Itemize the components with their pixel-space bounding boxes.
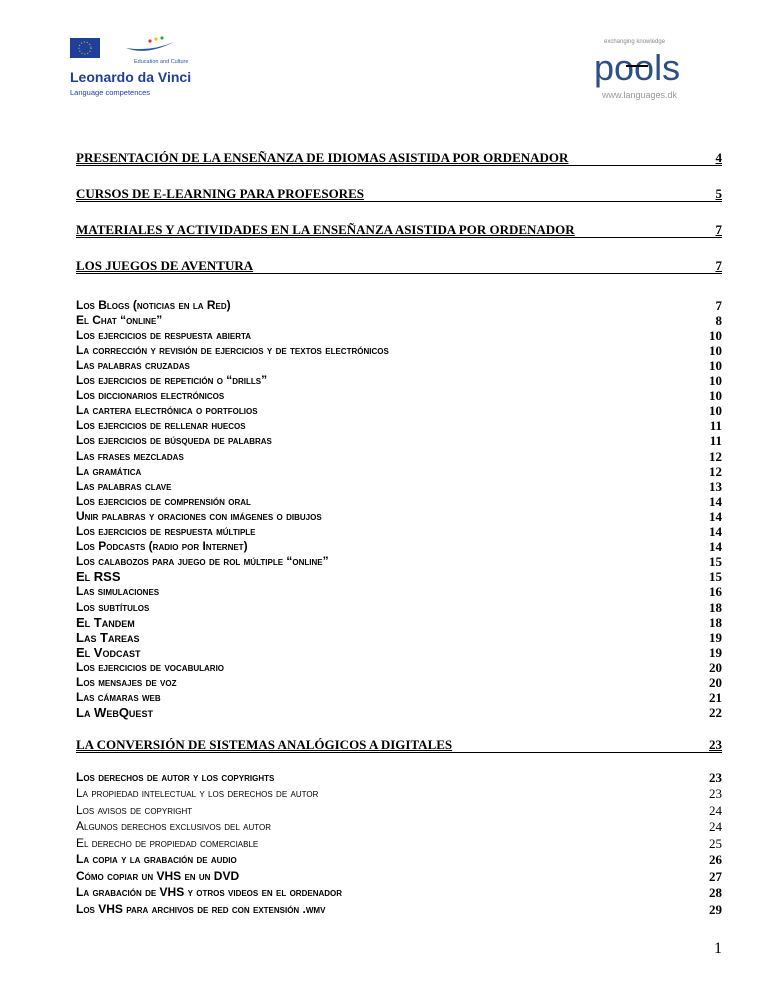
toc-entry-title: Las cámaras web [76, 690, 161, 705]
toc-entry[interactable] [76, 615, 722, 629]
toc-entry-page: 13 [709, 478, 722, 494]
toc-entry[interactable] [76, 343, 722, 357]
toc-entry-page: 12 [709, 448, 722, 464]
toc-entry-title: La gramática [76, 463, 142, 478]
toc-entry[interactable] [76, 404, 722, 418]
toc-entry[interactable] [76, 770, 722, 784]
toc-entry[interactable] [76, 449, 722, 463]
toc-heading[interactable] [76, 220, 722, 238]
toc-entry[interactable] [76, 600, 722, 614]
toc-entry-page: 18 [709, 614, 722, 630]
toc-entry-title: Los Blogs (noticias en la Red) [76, 297, 231, 312]
toc-entry-title: Los ejercicios de respuesta abierta [76, 327, 252, 342]
toc-entry-page: 7 [715, 297, 722, 313]
toc-entry[interactable] [76, 434, 722, 448]
svg-text:Language competences: Language competences [70, 88, 151, 97]
toc-entry-title: Los ejercicios de comprensión oral [76, 493, 251, 508]
toc-entry-title: Los subtítulos [76, 599, 150, 614]
toc-entry-title: Los VHS para archivos de red con extensión .wmv [76, 901, 326, 916]
toc-entry[interactable] [76, 298, 722, 312]
toc-entry-page: 10 [709, 403, 722, 419]
toc-entry[interactable] [76, 676, 722, 690]
toc-entry-title: El RSS [76, 569, 121, 585]
toc-entry-page: 20 [709, 675, 722, 690]
toc-entry-title: Los ejercicios de vocabulario [76, 659, 225, 674]
svg-text:Leonardo da Vinci: Leonardo da Vinci [70, 69, 192, 85]
toc-entry[interactable] [76, 902, 722, 916]
toc-entry-page: 20 [709, 659, 722, 675]
toc-entry[interactable] [76, 479, 722, 493]
toc-entry[interactable] [76, 691, 722, 705]
toc-entry[interactable] [76, 555, 722, 569]
toc-entry-title: La corrección y revisión de ejercicios y de textos electrónicos [76, 342, 389, 357]
toc-entry-page: 19 [709, 644, 722, 660]
svg-text:pools: pools [594, 47, 681, 88]
toc-entry-title: La copia y la grabación de audio [76, 852, 237, 866]
toc-entry-title: Cómo copiar un VHS en un DVD [76, 868, 240, 883]
toc-entry-title: PRESENTACIÓN DE LA ENSEÑANZA DE IDIOMAS ASISTIDA POR ORDENADOR [76, 150, 569, 165]
toc-entry[interactable] [76, 836, 722, 850]
toc-entry-page: 19 [709, 629, 722, 645]
toc-entry-title: Las simulaciones [76, 584, 160, 599]
toc-entry-page: 10 [709, 357, 722, 373]
toc-entry[interactable] [76, 464, 722, 478]
toc-entry-page: 11 [709, 433, 722, 449]
toc-entry-page: 8 [715, 312, 722, 328]
toc-entry-page: 22 [709, 705, 722, 721]
toc-entry-title: MATERIALES Y ACTIVIDADES EN LA ENSEÑANZA ASISTIDA POR ORDENADOR [76, 222, 575, 237]
toc-entry-page: 10 [709, 327, 722, 343]
toc-entry-page: 7 [715, 258, 722, 273]
toc-entry[interactable] [76, 540, 722, 554]
toc-entry-title: Los ejercicios de repetición o “drills” [76, 373, 268, 387]
toc-entry-title: La grabación de VHS y otros videos en el ordenador [76, 885, 343, 899]
toc-entry-page: 26 [709, 852, 722, 867]
toc-entry[interactable] [76, 886, 722, 900]
toc-entry-page: 18 [709, 599, 722, 615]
toc-entry-page: 12 [709, 463, 722, 479]
toc-entry-title: El Vodcast [76, 644, 141, 660]
toc-entry-page: 28 [709, 885, 722, 900]
toc-entry[interactable] [76, 328, 722, 342]
toc-entry-page: 27 [709, 868, 722, 884]
toc-entry[interactable] [76, 389, 722, 403]
toc-entry-page: 23 [709, 769, 722, 785]
toc-entry-title: Las palabras cruzadas [76, 357, 190, 372]
toc-entry-title: LOS JUEGOS DE AVENTURA [76, 258, 254, 273]
toc-entry-title: Las palabras clave [76, 478, 172, 493]
toc-entry-page: 14 [709, 493, 722, 509]
toc-entry-title: LA CONVERSIÓN DE SISTEMAS ANALÓGICOS A DIGITALES [76, 737, 453, 752]
svg-text:exchanging knowledge: exchanging knowledge [604, 39, 666, 45]
toc-entry-title: Las frases mezcladas [76, 448, 184, 463]
toc-entry-title: CURSOS DE E-LEARNING PARA PROFESORES [76, 186, 364, 201]
toc-entry[interactable] [76, 570, 722, 584]
toc-entry-title: Unir palabras y oraciones con imágenes o dibujos [76, 508, 322, 523]
toc-entry-title: Los diccionarios electrónicos [76, 388, 225, 403]
toc-entry[interactable] [76, 820, 722, 834]
toc-entry-page: 23 [709, 737, 722, 752]
toc-entry[interactable] [76, 585, 722, 599]
toc-entry-page: 10 [709, 388, 722, 404]
toc-entry-page: 14 [709, 539, 722, 555]
toc-entry-page: 23 [709, 786, 722, 801]
toc-entry-title: Los derechos de autor y los copyrights [76, 769, 275, 784]
toc-entry-title: El Chat “online” [76, 312, 163, 327]
toc-entry-title: Los ejercicios de rellenar huecos [76, 418, 246, 433]
toc-entry[interactable] [76, 509, 722, 523]
toc-entry[interactable] [76, 494, 722, 508]
toc-entry-title: La propiedad intelectual y los derechos de autor [76, 786, 319, 800]
toc-entry[interactable] [76, 787, 722, 801]
toc-entry[interactable] [76, 869, 722, 883]
toc-heading[interactable] [76, 256, 722, 274]
toc-entry-page: 4 [715, 150, 722, 165]
toc-entry-title: Los ejercicios de respuesta múltiple [76, 524, 256, 538]
toc-entry-page: 14 [709, 508, 722, 524]
toc-entry[interactable] [76, 803, 722, 817]
toc-entry[interactable] [76, 645, 722, 659]
toc-entry-page: 11 [709, 418, 722, 434]
toc-entry-title: Algunos derechos exclusivos del autor [76, 819, 272, 833]
toc-entry-page: 16 [709, 584, 722, 600]
toc-heading[interactable] [76, 735, 722, 753]
toc-entry-page: 10 [709, 373, 722, 388]
toc-entry[interactable] [76, 525, 722, 539]
leonardo-da-vinci-logo [66, 34, 216, 100]
toc-entry-page: 21 [709, 690, 722, 706]
toc-heading[interactable] [76, 148, 722, 166]
toc-entry-page: 5 [715, 186, 722, 201]
toc-entry[interactable] [76, 313, 722, 327]
toc-entry-title: El Tandem [76, 614, 135, 630]
toc-entry[interactable] [76, 660, 722, 674]
toc-entry[interactable] [76, 853, 722, 867]
toc-entry-title: El derecho de propiedad comerciable [76, 835, 259, 850]
svg-text:Education and Culture: Education and Culture [134, 59, 189, 65]
toc-entry[interactable] [76, 706, 722, 720]
toc-entry-page: 14 [709, 524, 722, 539]
toc-entry-title: Los calabozos para juego de rol múltiple “online” [76, 554, 329, 569]
toc-entry-title: Las Tareas [76, 629, 140, 645]
toc-entry-page: 29 [709, 901, 722, 917]
toc-entry-page: 15 [709, 569, 722, 585]
toc-entry-page: 24 [709, 802, 722, 818]
toc-entry[interactable] [76, 419, 722, 433]
pools-logo [592, 36, 704, 102]
toc-entry-page: 24 [709, 819, 722, 834]
toc-entry[interactable] [76, 374, 722, 388]
toc-entry-page: 10 [709, 342, 722, 358]
toc-entry-title: Los avisos de copyright [76, 802, 193, 817]
toc-entry-title: Los Podcasts (radio por Internet) [76, 539, 248, 554]
toc-entry-title: La cartera electrónica o portfolios [76, 403, 258, 418]
toc-heading[interactable] [76, 184, 722, 202]
toc-entry[interactable] [76, 630, 722, 644]
page-number: 1 [714, 940, 722, 957]
toc-entry-page: 15 [709, 554, 722, 570]
toc-entry-title: La WebQuest [76, 705, 153, 721]
toc-entry-title: Los ejercicios de búsqueda de palabras [76, 433, 272, 448]
svg-text:www.languages.dk: www.languages.dk [602, 90, 678, 100]
toc-entry-title: Los mensajes de voz [76, 675, 177, 689]
toc-entry-page: 25 [709, 835, 722, 851]
toc-entry[interactable] [76, 358, 722, 372]
toc-entry-page: 7 [715, 222, 722, 237]
